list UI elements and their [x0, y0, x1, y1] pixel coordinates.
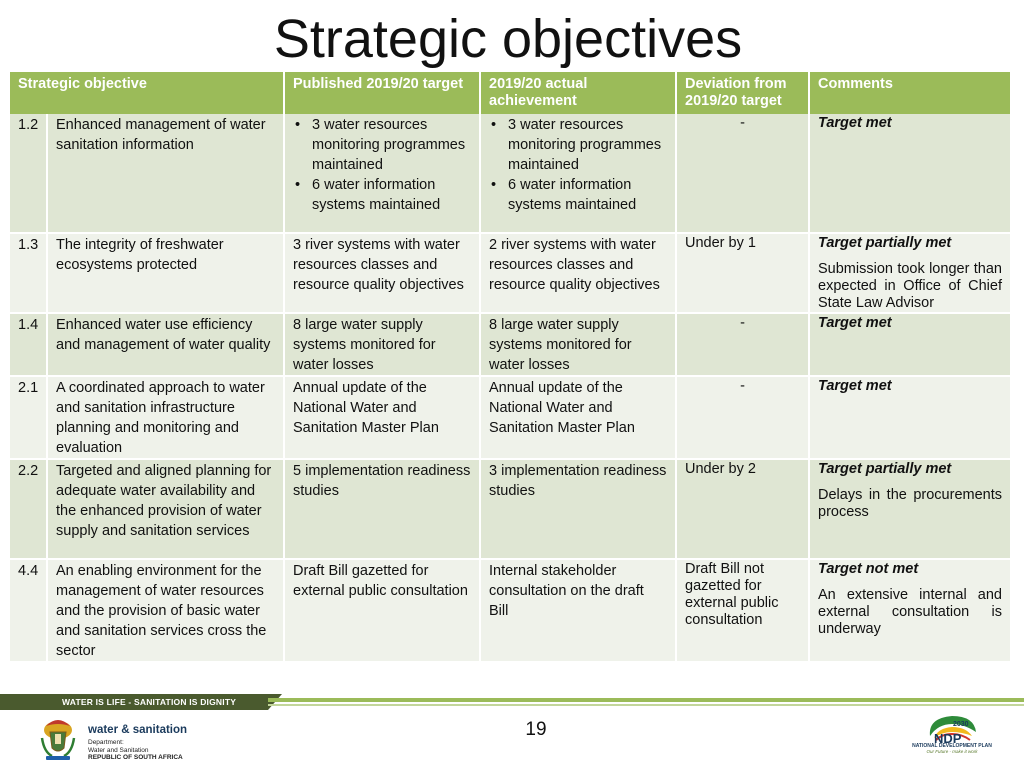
header-actual-achievement: 2019/20 actual achievement: [481, 72, 677, 114]
deviation-text: Draft Bill not gazetted for external public consultation: [677, 560, 810, 663]
comment-cell: [810, 560, 1010, 663]
comment-status: Target met: [818, 378, 892, 394]
footer-banner-line-light: [268, 704, 1024, 706]
ndp-tagline: Our Future - make it work: [926, 749, 978, 754]
target-text: Draft Bill gazetted for external public consultation: [285, 560, 481, 663]
deviation-text: -: [677, 377, 810, 460]
objective-text: A coordinated approach to water and sanitation infrastructure planning and monitoring and evaluation: [48, 377, 285, 460]
objective-code: 1.2: [10, 114, 48, 234]
objective-code: 1.4: [10, 314, 48, 377]
deviation-text: Under by 1: [677, 234, 810, 314]
slide-title: Strategic objectives: [273, 9, 743, 69]
ndp-year: 2030: [953, 721, 969, 728]
achievement-text: 2 river systems with water resources classes and resource quality objectives: [481, 234, 677, 314]
objective-text: Targeted and aligned planning for adequate water availability and the enhanced provision of water supply and sanitation services: [48, 460, 285, 560]
achievement-text: 8 large water supply systems monitored for water losses: [481, 314, 677, 377]
header-published-target: Published 2019/20 target: [285, 72, 481, 114]
brand-name: water & sanitation: [88, 724, 188, 736]
table-row: [10, 234, 1010, 314]
objective-text: The integrity of freshwater ecosystems protected: [48, 234, 285, 314]
achievement-text: Internal stakeholder consultation on the draft Bill: [481, 560, 677, 663]
comment-cell: [810, 314, 1010, 377]
achievement-text: Annual update of the National Water and Sanitation Master Plan: [481, 377, 677, 460]
achievement-bullet: • 3 water resources monitoring programmes maintained: [489, 115, 667, 175]
objective-code: 1.3: [10, 234, 48, 314]
brand-line: REPUBLIC OF SOUTH AFRICA: [88, 754, 183, 761]
target-bullet: • 3 water resources monitoring programmes maintained: [293, 115, 471, 175]
target-text: 5 implementation readiness studies: [285, 460, 481, 560]
objective-code: 2.2: [10, 460, 48, 560]
achievement-cell: [481, 114, 677, 234]
comment-detail: Delays in the procurements process: [818, 487, 1002, 520]
target-text: Annual update of the National Water and Sanitation Master Plan: [285, 377, 481, 460]
ndp-caption: NATIONAL DEVELOPMENT PLAN: [912, 743, 992, 749]
objective-text: Enhanced management of water sanitation information: [48, 114, 285, 234]
footer-banner: [0, 694, 1024, 710]
header-strategic-objective: Strategic objective: [10, 72, 285, 114]
brand-line: Department:: [88, 739, 124, 746]
objective-code: 2.1: [10, 377, 48, 460]
table-row: [10, 314, 1010, 377]
objectives-table: [10, 72, 1010, 663]
comment-cell: [810, 460, 1010, 560]
deviation-text: -: [677, 114, 810, 234]
header-comments: Comments: [810, 72, 1010, 114]
comment-status: Target partially met: [818, 461, 952, 477]
comment-detail: An extensive internal and external consultation is underway: [818, 587, 1002, 637]
objective-code: 4.4: [10, 560, 48, 663]
target-text: 3 river systems with water resources classes and resource quality objectives: [285, 234, 481, 314]
table-row: [10, 460, 1010, 560]
footer-slogan: WATER IS LIFE - SANITATION IS DIGNITY: [62, 697, 237, 707]
department-brand: [88, 724, 248, 762]
deviation-text: -: [677, 314, 810, 377]
page-number: 19: [525, 719, 547, 740]
deviation-text: Under by 2: [677, 460, 810, 560]
brand-line: Water and Sanitation: [88, 746, 149, 754]
comment-status: Target not met: [818, 561, 919, 577]
comment-cell: [810, 377, 1010, 460]
comment-cell: [810, 234, 1010, 314]
ndp-logo-icon: [912, 710, 992, 766]
target-cell: [285, 114, 481, 234]
objective-text: An enabling environment for the management of water resources and the provision of basic water and sanitation services cross the sector: [48, 560, 285, 663]
ndp-letters: NDP: [934, 731, 962, 746]
comment-cell: [810, 114, 1010, 234]
header-deviation: Deviation from 2019/20 target: [677, 72, 810, 114]
target-bullet: • 6 water information systems maintained: [293, 175, 471, 215]
table-row: [10, 114, 1010, 234]
comment-detail: Submission took longer than expected in Office of Chief State Law Advisor: [818, 261, 1002, 311]
footer-banner-line: [268, 698, 1024, 702]
comment-status: Target met: [818, 315, 892, 331]
objective-text: Enhanced water use efficiency and management of water quality: [48, 314, 285, 377]
table-row: [10, 377, 1010, 460]
table-header-row: [10, 72, 1010, 114]
achievement-bullet: • 6 water information systems maintained: [489, 175, 667, 215]
target-text: 8 large water supply systems monitored for water losses: [285, 314, 481, 377]
comment-status: Target partially met: [818, 235, 952, 251]
coat-of-arms-icon: [38, 716, 78, 762]
table-row: [10, 560, 1010, 663]
achievement-text: 3 implementation readiness studies: [481, 460, 677, 560]
comment-status: Target met: [818, 115, 892, 131]
